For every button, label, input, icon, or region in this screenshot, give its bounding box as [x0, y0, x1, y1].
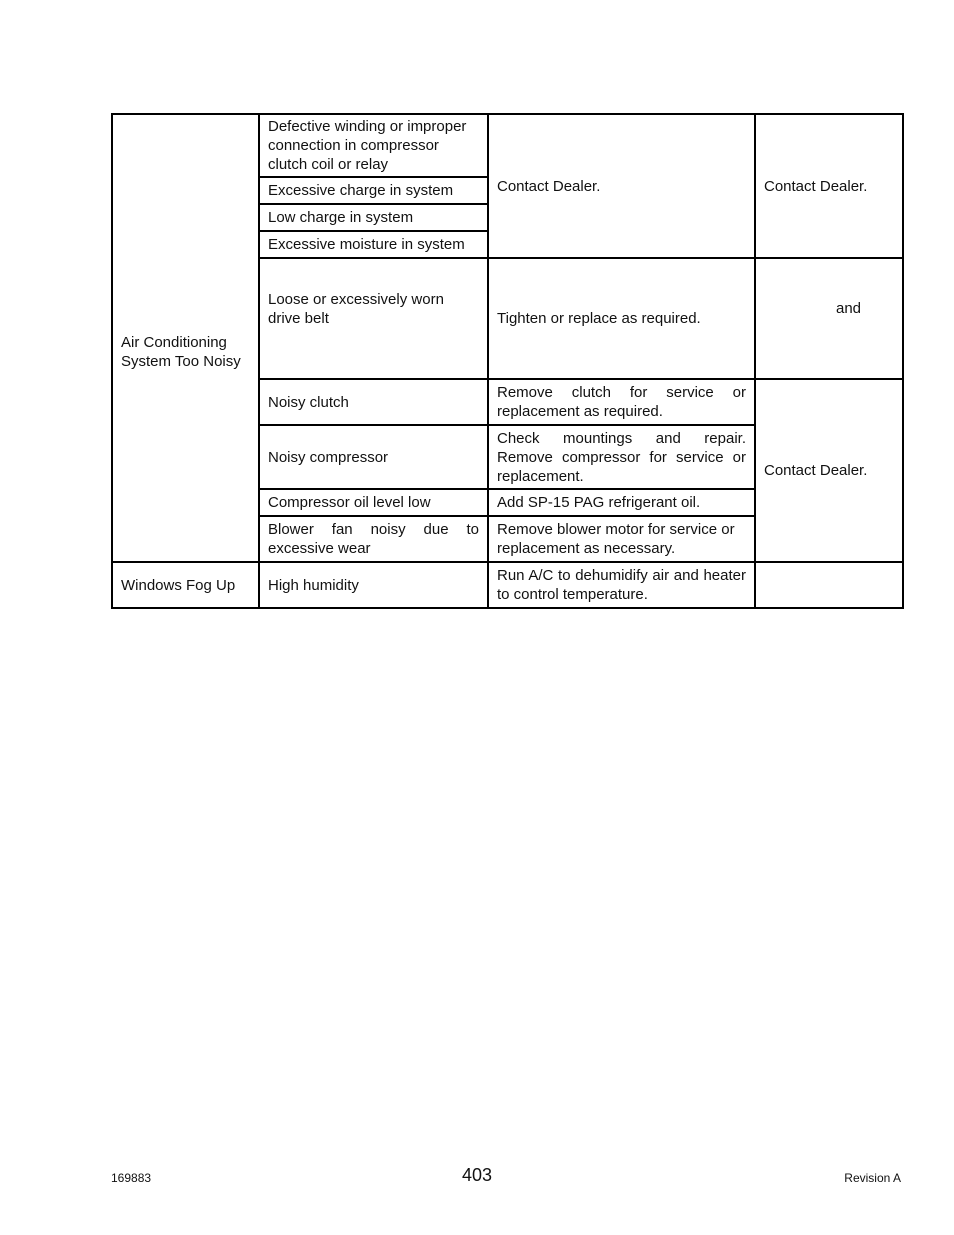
table-row	[112, 114, 903, 177]
reference-cell: Contact Dealer.	[755, 114, 903, 258]
solution-cell: Add SP-15 PAG refrigerant oil.	[488, 489, 755, 516]
problem-cell	[112, 114, 259, 562]
solution-cell: Contact Dealer.	[488, 114, 755, 258]
troubleshooting-table	[111, 113, 904, 609]
table-row	[112, 562, 903, 608]
cause-cell: High humidity	[259, 562, 488, 608]
reference-cell: Contact Dealer.	[755, 379, 903, 562]
cause-cell: Blower fan noisy due to excessive wear	[259, 516, 488, 562]
cause-cell: Noisy compressor	[259, 425, 488, 489]
cause-cell: Defective winding or improper connection in compressor clutch coil or relay	[259, 114, 488, 177]
cause-cell: Low charge in system	[259, 204, 488, 231]
solution-cell: Run A/C to dehumidify air and heater to control temperature.	[488, 562, 755, 608]
doc-number: 169883	[111, 1171, 152, 1185]
reference-cell	[755, 562, 903, 608]
problem-cell: Windows Fog Up	[112, 562, 259, 608]
cause-cell: Excessive moisture in system	[259, 231, 488, 258]
cause-cell: Noisy clutch	[259, 379, 488, 425]
solution-cell: Tighten or replace as required.	[488, 258, 755, 379]
cause-cell: Compressor oil level low	[259, 489, 488, 516]
page-number: 403	[461, 1165, 493, 1185]
revision-label: Revision A	[844, 1171, 901, 1185]
solution-cell: Remove clutch for service or replacement as required.	[488, 379, 755, 425]
reference-cell: and	[755, 258, 903, 379]
cause-cell: Loose or excessively worn drive belt	[259, 258, 488, 379]
problem-text: Air Conditioning System Too Noisy	[121, 334, 241, 370]
cause-cell: Excessive charge in system	[259, 177, 488, 204]
solution-cell: Check mountings and repair. Remove compressor for service or replacement.	[488, 425, 755, 489]
solution-cell: Remove blower motor for service or replacement as necessary.	[488, 516, 755, 562]
